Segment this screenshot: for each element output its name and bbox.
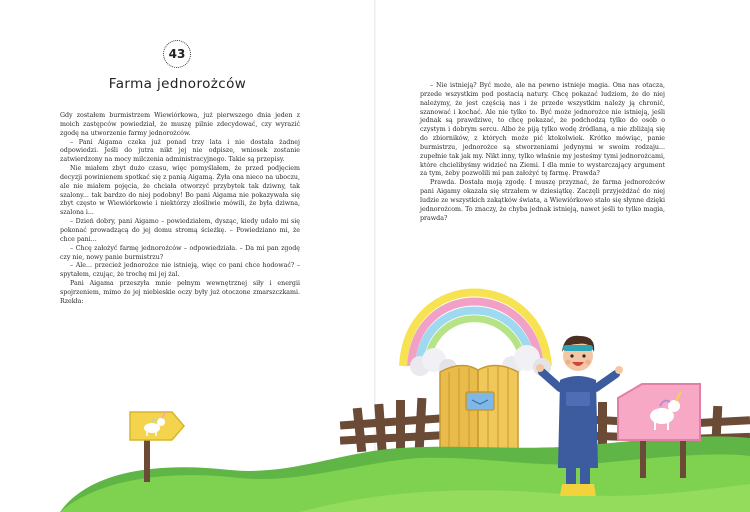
paragraph: – Dzień dobry, pani Aigamo – powiedziałem, dysząc, kiedy udało mi się pokonać prowadzącą do jej domu stromą ścieżkę. – Powiedziano mi, że chce pani... <box>60 218 300 243</box>
paragraph: Pani Aigama przeszyła mnie pełnym wewnętrznej siły i energii spojrzeniem, mimo że jej niebieskie oczy były już otoczone zmarszczkami. Rzekła: <box>60 280 300 305</box>
paragraph: Gdy zostałem burmistrzem Wiewiórkowa, już pierwszego dnia jeden z moich zastępców powiedział, że muszę pilnie zdecydować, czy wyrazić zgodę na utworzenie farmy jednorożców. <box>60 112 300 137</box>
chapter-title: Farma jednorożców <box>108 76 247 92</box>
paragraph: – Chcę założyć farmę jednorożców – odpowiedziała. – Da mi pan zgodę czy nie, nowy panie burmistrzu? <box>60 244 300 261</box>
fence-left <box>340 398 440 452</box>
paragraph: – Nie istnieją? Być może, ale na pewno istnieje magia. Ona nas otacza, przede wszystkim pod postacią natury. Chcę pokazać ludziom, że do niej należymy, że jest częścią nas i że przede wszystkim należy ją chronić, szanować i kochać. Ale nie tylko to. Być może jednorożce nie istnieją, jeśli jednak są prawdziwe, to chcę pokazać, że podchodzą tylko do osób o czystym i dobrym sercu. Albo że piją tylko wodę źródlaną, a nie zbliżają się do zbiorników, z których może pić ktokolwiek. Krótko mówiąc, panie burmistrzu, jednorożce są stworzeniami jedynymi w swoim rodzaju... zupełnie tak jak my. Nikt inny, tylko właśnie my jesteśmy tymi jednorożcami, które chcielibyśmy widzieć na Ziemi. I dla mnie to wystarczający argument za tym, żeby pozwolili mi pan założyć tę farmę. Prawda? <box>420 82 665 178</box>
right-text-column <box>420 82 665 224</box>
paragraph: Nie miałem zbyt dużo czasu, więc pomyślałem, że przed podjęciem decyzji powinienem spotkać się z panią Aigamą. Żyła ona nieco na uboczu, ale nie miałem pojęcia, że chciała otworzyć przybytek tak dziwny, tak szalony... tak bardzo do niej podobny! Bo pani Aigama nie pokazywała się zbyt często w Wiewiórkowie i niektórzy złośliwie mówili, że była dziwna, szalona i... <box>60 165 300 217</box>
paragraph: – Pani Aigama czeka już ponad trzy lata i nie dostała żadnej odpowiedzi. Jeśli do jutra nikt jej nie odpisze, wniosek zostanie zatwierdzony na mocy milczenia administracyjnego. Takie są przepisy. <box>60 138 300 164</box>
gate <box>440 365 518 452</box>
left-text-column <box>60 112 300 307</box>
paragraph: – Ale... przecież jednorożce nie istnieją, więc co pani chce hodować? – spytałem, czując, że trochę mi jej żal. <box>60 262 300 279</box>
page-number: 43 <box>163 40 191 68</box>
paragraph: Prawda. Dostała moją zgodę. I muszę przyznać, że farma jednorożców pani Aigamy okazała się strzałem w dziesiątkę. Zaczęli przyjeżdżać do niej ludzie ze wszystkich zakątków świata, a Wiewiórkowo stało się słynne dzięki jednorożcom. To znaczy, że chyba jednak istnieją, nawet jeśli to tylko magia, prawda? <box>420 179 665 222</box>
